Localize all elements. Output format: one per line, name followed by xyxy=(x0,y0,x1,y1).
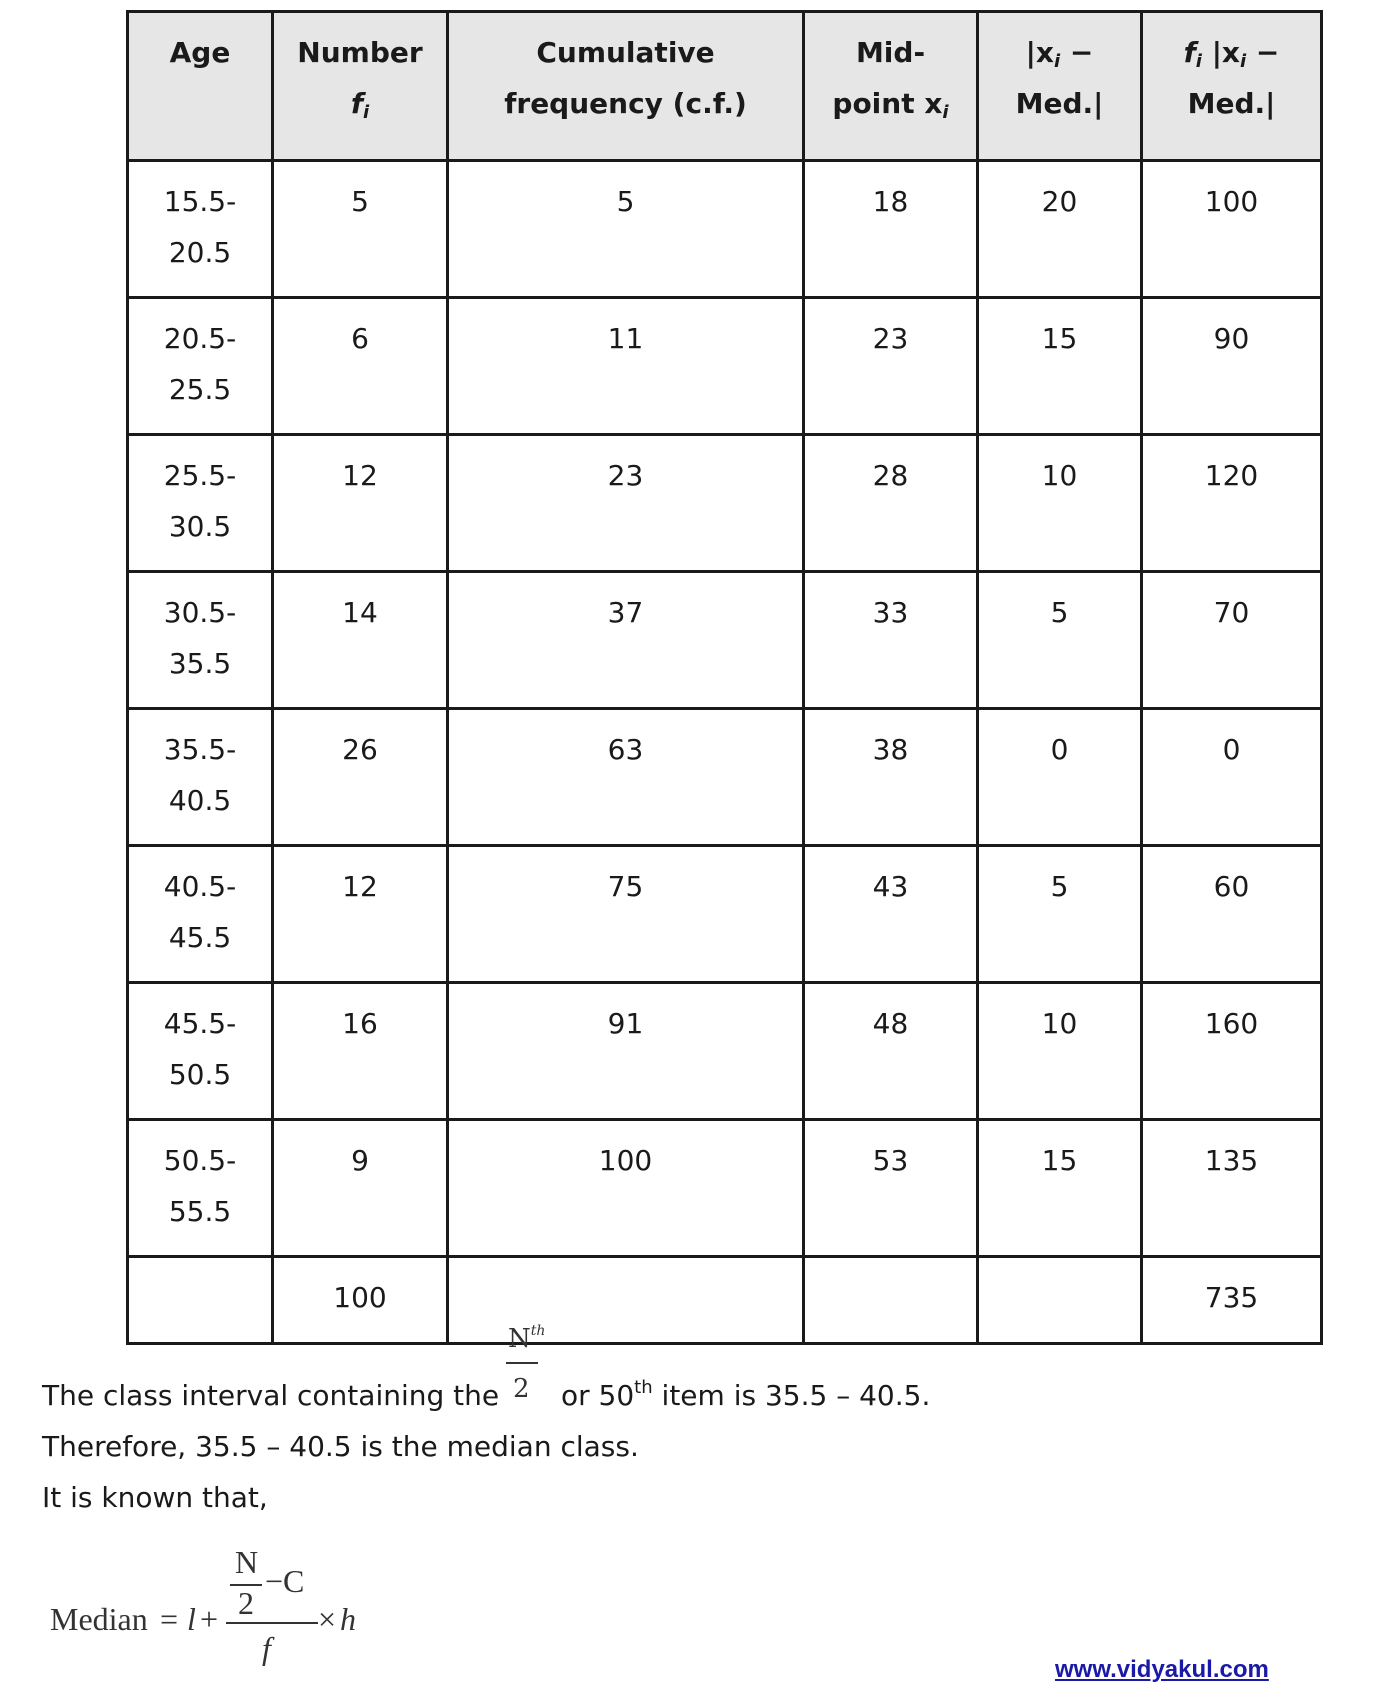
table-row xyxy=(128,572,1322,709)
cell-frequency: 26 xyxy=(273,709,448,846)
cell-midpoint: 18 xyxy=(804,161,978,298)
cell-age: 15.5- 20.5 xyxy=(128,161,273,298)
cell-deviation: 0 xyxy=(978,709,1142,846)
cell-cumulative: 37 xyxy=(448,572,804,709)
formula-lhs: Median xyxy=(50,1601,148,1637)
cell-cumulative: 5 xyxy=(448,161,804,298)
formula-equals: = xyxy=(160,1601,179,1637)
formula-minus-c: −C xyxy=(265,1563,305,1599)
formula-two: 2 xyxy=(238,1585,254,1621)
cell-total-empty xyxy=(448,1257,804,1344)
header-deviation: $|x_i$ − Med.| xyxy=(978,12,1142,161)
formula-l: l xyxy=(187,1601,196,1637)
fraction-numerator: $N^{th}$ xyxy=(508,1323,546,1354)
formula-main-bar xyxy=(226,1622,318,1624)
cell-cumulative: 100 xyxy=(448,1120,804,1257)
formula-times: × xyxy=(318,1601,337,1637)
formula-N: N xyxy=(235,1544,259,1580)
table-row xyxy=(128,435,1322,572)
cell-deviation: 15 xyxy=(978,298,1142,435)
paragraph-line-1: The class interval containing the xyxy=(42,1379,500,1412)
header-midpoint: Mid- point $x_i$ xyxy=(804,12,978,161)
cell-deviation: 10 xyxy=(978,983,1142,1120)
formula-plus: + xyxy=(200,1601,219,1637)
cell-weighted-deviation: 90 xyxy=(1142,298,1322,435)
cell-age: 30.5- 35.5 xyxy=(128,572,273,709)
fraction-bar xyxy=(506,1362,538,1364)
cell-deviation: 20 xyxy=(978,161,1142,298)
cell-age: 40.5- 45.5 xyxy=(128,846,273,983)
cell-weighted-deviation: 160 xyxy=(1142,983,1322,1120)
cell-age: 50.5- 55.5 xyxy=(128,1120,273,1257)
cell-midpoint: 53 xyxy=(804,1120,978,1257)
cell-midpoint: 33 xyxy=(804,572,978,709)
cell-age: 35.5- 40.5 xyxy=(128,709,273,846)
cell-frequency: 16 xyxy=(273,983,448,1120)
cell-total-empty xyxy=(804,1257,978,1344)
cell-frequency: 12 xyxy=(273,846,448,983)
cell-frequency: 5 xyxy=(273,161,448,298)
cell-deviation: 5 xyxy=(978,846,1142,983)
cell-midpoint: 23 xyxy=(804,298,978,435)
cell-cumulative: 11 xyxy=(448,298,804,435)
table-row xyxy=(128,846,1322,983)
table-row xyxy=(128,709,1322,846)
cell-total-weighted-deviation: 735 xyxy=(1142,1257,1322,1344)
cell-frequency: 9 xyxy=(273,1120,448,1257)
table-row xyxy=(128,298,1322,435)
fraction-denominator: 2 xyxy=(513,1374,530,1404)
formula-h: h xyxy=(340,1601,356,1637)
cell-deviation: 10 xyxy=(978,435,1142,572)
paragraph-line-2: Therefore, 35.5 – 40.5 is the median class. xyxy=(42,1430,639,1463)
frequency-table xyxy=(126,10,1323,1345)
header-weighted-deviation: $f_i$ $|x_i$ − Med.| xyxy=(1142,12,1322,161)
header-number: Number $f_i$ xyxy=(273,12,448,161)
cell-cumulative: 63 xyxy=(448,709,804,846)
cell-cumulative: 91 xyxy=(448,983,804,1120)
cell-cumulative: 75 xyxy=(448,846,804,983)
cell-weighted-deviation: 0 xyxy=(1142,709,1322,846)
cell-frequency: 14 xyxy=(273,572,448,709)
cell-weighted-deviation: 70 xyxy=(1142,572,1322,709)
cell-deviation: 15 xyxy=(978,1120,1142,1257)
cell-midpoint: 43 xyxy=(804,846,978,983)
cell-age: 25.5- 30.5 xyxy=(128,435,273,572)
cell-midpoint: 48 xyxy=(804,983,978,1120)
cell-deviation: 5 xyxy=(978,572,1142,709)
cell-total-empty xyxy=(128,1257,273,1344)
table-row xyxy=(128,1120,1322,1257)
cell-frequency: 12 xyxy=(273,435,448,572)
cell-age: 20.5- 25.5 xyxy=(128,298,273,435)
cell-frequency: 6 xyxy=(273,298,448,435)
cell-midpoint: 38 xyxy=(804,709,978,846)
cell-total-empty xyxy=(978,1257,1142,1344)
header-cumulative-frequency: Cumulative frequency (c.f.) xyxy=(448,12,804,161)
cell-weighted-deviation: 135 xyxy=(1142,1120,1322,1257)
vidyakul-link[interactable]: www.vidyakul.com xyxy=(1055,1656,1269,1683)
paragraph-line-1-end: or 50th item is 35.5 – 40.5. xyxy=(561,1377,931,1412)
cell-cumulative: 23 xyxy=(448,435,804,572)
formula-f: f xyxy=(262,1630,271,1666)
header-age: Age xyxy=(128,12,273,161)
cell-total-frequency: 100 xyxy=(273,1257,448,1344)
cell-weighted-deviation: 60 xyxy=(1142,846,1322,983)
table-header-row xyxy=(128,12,1322,161)
cell-midpoint: 28 xyxy=(804,435,978,572)
cell-age: 45.5- 50.5 xyxy=(128,983,273,1120)
cell-weighted-deviation: 120 xyxy=(1142,435,1322,572)
cell-weighted-deviation: 100 xyxy=(1142,161,1322,298)
paragraph-line-3: It is known that, xyxy=(42,1481,268,1514)
table-total-row xyxy=(128,1257,1322,1344)
table-row xyxy=(128,161,1322,298)
table-row xyxy=(128,983,1322,1120)
